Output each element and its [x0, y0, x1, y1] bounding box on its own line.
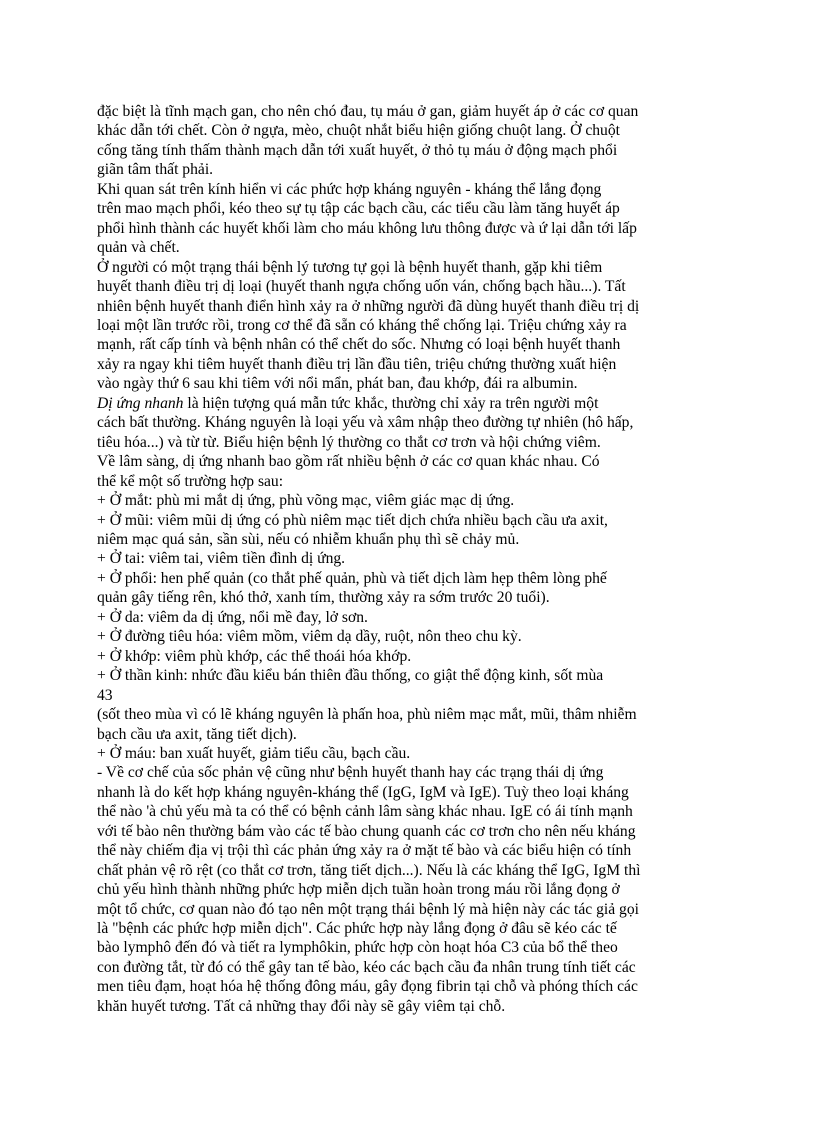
text-line: (sốt theo mùa vì có lẽ kháng nguyên là phấn hoa, phù niêm mạc mắt, mũi, thâm nhiễm — [97, 706, 637, 724]
text-line: nhiên bệnh huyết thanh điển hình xảy ra ở những người đã dùng huyết thanh điều trị dị — [97, 297, 640, 315]
text-line: mạnh, rất cấp tính và bệnh nhân có thể chết do sốc. Nhưng có loại bệnh huyết thanh — [97, 336, 621, 354]
text-line: thể này chiếm địa vị trội thì các phản ứng xảy ra ở mặt tế bào và các biểu hiện có tính — [97, 842, 632, 860]
text-line: + Ở đường tiêu hóa: viêm mồm, viêm dạ dầy, ruột, nôn theo chu kỳ. — [97, 628, 522, 646]
text-line: Khi quan sát trên kính hiển vi các phức hợp kháng nguyên - kháng thể lắng đọng — [97, 180, 602, 198]
text-line: thể kể một số trường hợp sau: — [97, 472, 284, 490]
text-line: một tổ chức, cơ quan nào đó tạo nên một trạng thái bệnh lý mà hiện này các tác giả gọi — [97, 900, 639, 918]
italic-term: Dị ứng nhanh — [97, 394, 184, 412]
text-line: trên mao mạch phổi, kéo theo sự tụ tập các bạch cầu, các tiểu cầu làm tăng huyết áp — [97, 200, 620, 218]
text-line: khăn huyết tương. Tất cả những thay đổi này sẽ gây viêm tại chỗ. — [97, 997, 506, 1015]
text-line: loại một lần trước rồi, trong cơ thể đã sẵn có kháng thể chống lại. Triệu chứng xảy ra — [97, 316, 627, 334]
text-block-2 — [97, 413, 717, 1016]
text-line: là "bệnh các phức hợp miễn dịch". Các phức hợp này lắng đọng ở đâu sẽ kéo các tế — [97, 920, 617, 938]
text-line: + Ở mắt: phù mi mắt dị ứng, phù võng mạc, viêm giác mạc dị ứng. — [97, 492, 515, 510]
text-line-italic-intro — [97, 394, 717, 413]
text-line: quản và chết. — [97, 239, 180, 257]
text-line: Ở người có một trạng thái bệnh lý tương tự gọi là bệnh huyết thanh, gặp khi tiêm — [97, 258, 603, 276]
text-line: khác dẫn tới chết. Còn ở ngựa, mèo, chuột nhắt biểu hiện giống chuột lang. Ở chuột — [97, 122, 620, 140]
text-line: đặc biệt là tĩnh mạch gan, cho nên chó đau, tụ máu ở gan, giảm huyết áp ở các cơ quan — [97, 103, 639, 120]
text-line: - Về cơ chế của sốc phản vệ cũng như bệnh huyết thanh hay các trạng thái dị ứng — [97, 764, 604, 782]
text-line: bạch cầu ưa axit, tăng tiết dịch). — [97, 725, 297, 743]
text-line: + Ở máu: ban xuất huyết, giảm tiểu cầu, bạch cầu. — [97, 744, 411, 762]
text-line: cống tăng tính thấm thành mạch dẫn tới xuất huyết, ở thỏ tụ máu ở động mạch phổi — [97, 141, 618, 159]
text-line: nhanh là do kết hợp kháng nguyên-kháng thể (IgG, IgM và IgE). Tuỳ theo loại kháng — [97, 783, 629, 801]
text-line: + Ở thần kinh: nhức đầu kiểu bán thiên đầu thống, co giật thể động kinh, sốt mùa — [97, 667, 604, 685]
text-line: bào lymphô đến đó và tiết ra lymphôkin, phức hợp còn hoạt hóa C3 của bổ thể theo — [97, 939, 618, 957]
text-line: + Ở khớp: viêm phù khớp, các thể thoái hóa khớp. — [97, 647, 412, 665]
text-line: vào ngày thứ 6 sau khi tiêm với nổi mẩn, phát ban, đau khớp, đái ra albumin. — [97, 375, 578, 393]
text-block-1 — [97, 102, 717, 394]
text-line: + Ở da: viêm da dị ứng, nổi mề đay, lở sơn. — [97, 608, 368, 626]
text-line: thể nào 'à chủ yếu mà ta có thể có bệnh cảnh lâm sàng khác nhau. IgE có ái tính mạnh — [97, 803, 633, 821]
text-line: Về lâm sàng, dị ứng nhanh bao gồm rất nhiều bệnh ở các cơ quan khác nhau. Có — [97, 453, 600, 471]
text-line: cách bất thường. Kháng nguyên là loại yếu và xâm nhập theo đường tự nhiên (hô hấp, — [97, 414, 634, 432]
text-line: tiêu hóa...) và từ từ. Biểu hiện bệnh lý thường co thắt cơ trơn và hội chứng viêm. — [97, 433, 601, 451]
text-line: giãn tâm thất phải. — [97, 161, 214, 179]
text-line: chất phản vệ rõ rệt (co thắt cơ trơn, tăng tiết dịch...). Nếu là các kháng thể IgG, IgM thì — [97, 861, 641, 879]
document-page — [97, 102, 717, 1016]
text-line: men tiêu đạm, hoạt hóa hệ thống đông máu, gây đọng fibrin tại chỗ và phóng thích các — [97, 978, 638, 996]
text-line: + Ở mũi: viêm mũi dị ứng có phù niêm mạc tiết dịch chứa nhiều bạch cầu ưa axit, — [97, 511, 608, 529]
text-line: niêm mạc quá sản, sần sùi, nếu có nhiễm khuẩn phụ thì sẽ chảy mủ. — [97, 530, 520, 548]
text-line: xảy ra ngay khi tiêm huyết thanh điều trị lần đầu tiên, triệu chứng thường xuất hiện — [97, 355, 617, 373]
text-line: quản gây tiếng rên, khó thở, xanh tím, thường xảy ra sớm trước 20 tuổi). — [97, 589, 550, 607]
text-line: 43 — [97, 686, 113, 704]
text-line: + Ở tai: viêm tai, viêm tiền đình dị ứng. — [97, 550, 346, 568]
text-line: phổi hình thành các huyết khối làm cho máu không lưu thông được và ứ lại dẫn tới lấp — [97, 219, 637, 237]
text-line: + Ở phổi: hen phế quản (co thắt phế quản, phù và tiết dịch làm hẹp thêm lòng phế — [97, 569, 607, 587]
text-line: con đường tắt, từ đó có thể gây tan tế bào, kéo các bạch cầu đa nhân trung tính tiết các — [97, 958, 636, 976]
text-line: với tế bào nên thường bám vào các tế bào chung quanh các cơ trơn cho nên nếu kháng — [97, 822, 636, 840]
text-line: chủ yếu hình thành những phức hợp miễn dịch tuần hoàn trong máu rồi lắng đọng ở — [97, 881, 620, 899]
italic-line-rest: là hiện tượng quá mẫn tức khắc, thường chỉ xảy ra trên người một — [183, 394, 599, 412]
text-line: huyết thanh điều trị dị loại (huyết thanh ngựa chống uốn ván, chống bạch hầu...). Tất — [97, 278, 626, 296]
